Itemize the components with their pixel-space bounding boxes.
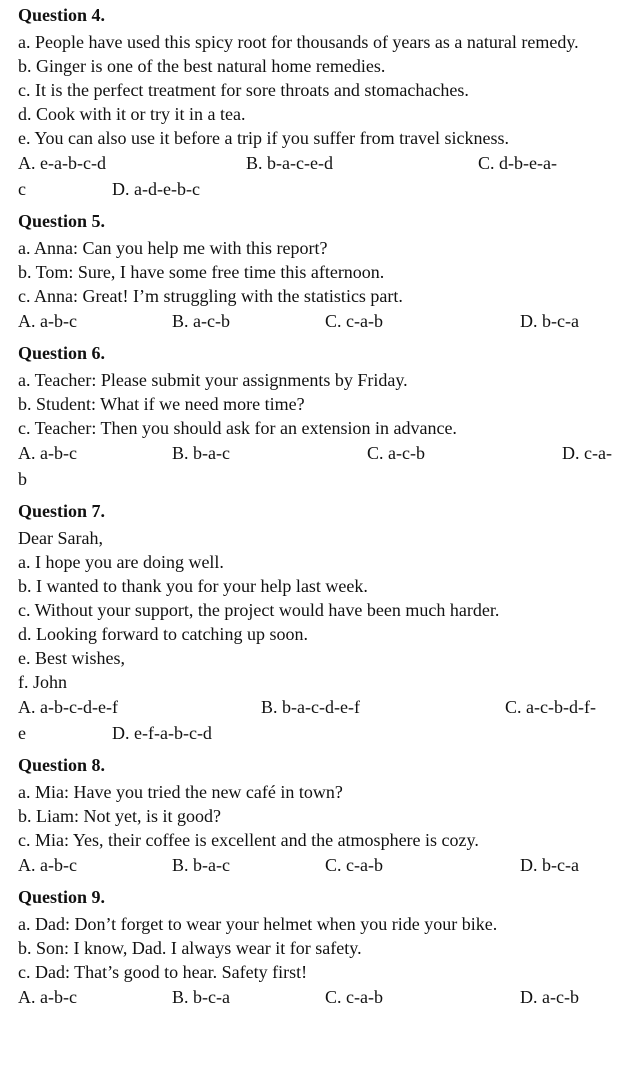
sentence-a: a. People have used this spicy root for thousands of years as a natural remedy. xyxy=(18,32,579,52)
question-9 xyxy=(18,886,618,1010)
option-c[interactable]: C. c-a-b xyxy=(325,855,383,875)
question-title: Question 7. xyxy=(18,501,106,521)
answer-options-continued xyxy=(18,466,618,492)
option-d[interactable]: D. a-d-e-b-c xyxy=(112,179,200,199)
option-a[interactable]: A. a-b-c-d-e-f xyxy=(18,697,118,717)
question-title: Question 8. xyxy=(18,755,106,775)
sentence-d: d. Cook with it or try it in a tea. xyxy=(18,104,246,124)
question-title: Question 9. xyxy=(18,887,106,907)
option-b[interactable]: B. b-c-a xyxy=(172,987,230,1007)
option-b[interactable]: B. b-a-c xyxy=(172,443,230,463)
option-b[interactable]: B. b-a-c-d-e-f xyxy=(261,697,360,717)
option-c[interactable]: C. a-c-b-d-f- xyxy=(505,697,596,717)
worksheet xyxy=(18,4,618,1010)
salutation: Dear Sarah, xyxy=(18,528,103,548)
sentence-c: c. Without your support, the project would have been much harder. xyxy=(18,600,500,620)
question-4 xyxy=(18,4,618,202)
option-a[interactable]: A. a-b-c xyxy=(18,311,77,331)
option-b[interactable]: B. a-c-b xyxy=(172,311,230,331)
sentence-c: c. It is the perfect treatment for sore throats and stomachaches. xyxy=(18,80,469,100)
sentence-a: a. Teacher: Please submit your assignments by Friday. xyxy=(18,370,408,390)
option-a[interactable]: A. e-a-b-c-d xyxy=(18,153,106,173)
option-d-continued[interactable]: b xyxy=(18,469,27,489)
sentence-c: c. Mia: Yes, their coffee is excellent and the atmosphere is cozy. xyxy=(18,830,479,850)
answer-options xyxy=(18,852,618,878)
option-d[interactable]: D. c-a- xyxy=(562,443,612,463)
option-c[interactable]: C. a-c-b xyxy=(367,443,425,463)
answer-options xyxy=(18,984,618,1010)
sentence-c: c. Dad: That’s good to hear. Safety first! xyxy=(18,962,308,982)
question-5 xyxy=(18,210,618,334)
sentence-a: a. Anna: Can you help me with this report? xyxy=(18,238,328,258)
sentence-d: d. Looking forward to catching up soon. xyxy=(18,624,308,644)
sentence-a: a. Mia: Have you tried the new café in town? xyxy=(18,782,343,802)
option-c[interactable]: C. d-b-e-a- xyxy=(478,153,557,173)
option-c-continued[interactable]: e xyxy=(18,723,26,743)
option-b[interactable]: B. b-a-c xyxy=(172,855,230,875)
option-d[interactable]: D. b-c-a xyxy=(520,311,579,331)
option-b[interactable]: B. b-a-c-e-d xyxy=(246,153,333,173)
option-c[interactable]: C. c-a-b xyxy=(325,311,383,331)
option-c-continued[interactable]: c xyxy=(18,179,26,199)
question-7 xyxy=(18,500,618,746)
option-a[interactable]: A. a-b-c xyxy=(18,987,77,1007)
answer-options xyxy=(18,150,618,176)
question-title: Question 6. xyxy=(18,343,106,363)
option-a[interactable]: A. a-b-c xyxy=(18,855,77,875)
sentence-b: b. Student: What if we need more time? xyxy=(18,394,305,414)
sentence-b: b. Ginger is one of the best natural home remedies. xyxy=(18,56,386,76)
sentence-b: b. Liam: Not yet, is it good? xyxy=(18,806,221,826)
sentence-a: a. Dad: Don’t forget to wear your helmet when you ride your bike. xyxy=(18,914,498,934)
sentence-b: b. Tom: Sure, I have some free time this afternoon. xyxy=(18,262,385,282)
option-d[interactable]: D. e-f-a-b-c-d xyxy=(112,723,212,743)
answer-options-continued xyxy=(18,176,618,202)
question-title: Question 4. xyxy=(18,5,106,25)
option-d[interactable]: D. a-c-b xyxy=(520,987,579,1007)
question-6 xyxy=(18,342,618,492)
sentence-b: b. Son: I know, Dad. I always wear it for safety. xyxy=(18,938,362,958)
option-c[interactable]: C. c-a-b xyxy=(325,987,383,1007)
answer-options xyxy=(18,694,618,720)
question-8 xyxy=(18,754,618,878)
sentence-c: c. Anna: Great! I’m struggling with the statistics part. xyxy=(18,286,403,306)
sentence-b: b. I wanted to thank you for your help last week. xyxy=(18,576,368,596)
answer-options xyxy=(18,440,618,466)
sentence-e: e. Best wishes, xyxy=(18,648,125,668)
sentence-c: c. Teacher: Then you should ask for an extension in advance. xyxy=(18,418,457,438)
sentence-e: e. You can also use it before a trip if you suffer from travel sickness. xyxy=(18,128,510,148)
answer-options xyxy=(18,308,618,334)
option-d[interactable]: D. b-c-a xyxy=(520,855,579,875)
question-title: Question 5. xyxy=(18,211,106,231)
sentence-a: a. I hope you are doing well. xyxy=(18,552,224,572)
answer-options-continued xyxy=(18,720,618,746)
option-a[interactable]: A. a-b-c xyxy=(18,443,77,463)
sentence-f: f. John xyxy=(18,672,67,692)
